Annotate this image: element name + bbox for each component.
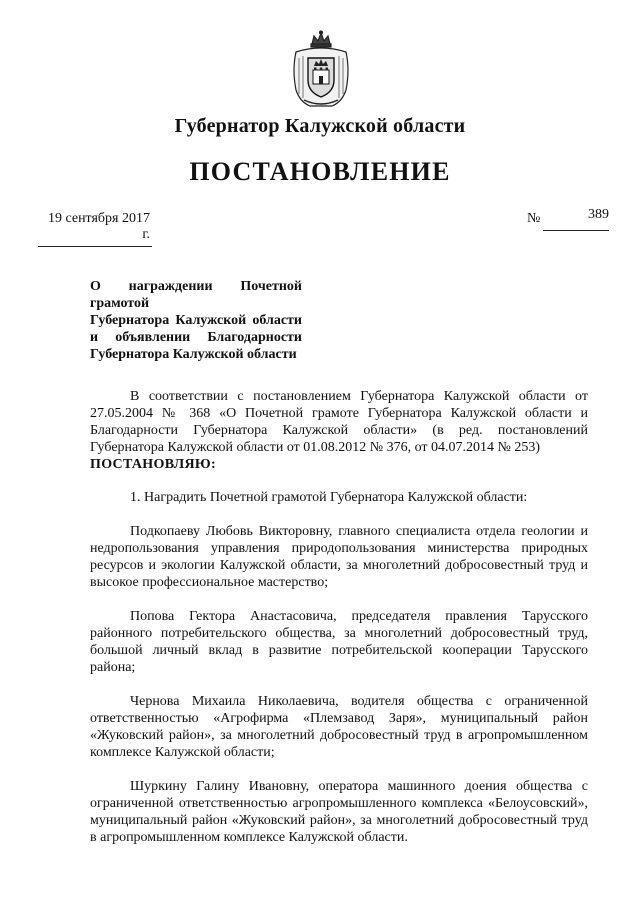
awardee-paragraph: Шуркину Галину Ивановну, оператора машинного доения общества с ограниченной ответственностью агропромышленного комплекса «Белоусовский», муниципальный район «Жуковский район», за многолетний добросовестный труд в агропромышленном комплексе Калужской области. [90,779,588,845]
preamble-paragraph: В соответствии с постановлением Губернатора Калужской области от 27.05.2004 № 368 «О Почетной грамоте Губернатора Калужской области и Благодарности Губернатора Калужской области» (в ред. постановлений Губернатора Калужской области от 01.08.2012 № 376, от 04.07.2014 № 253) [90,389,588,455]
awardee-paragraph: Подкопаеву Любовь Викторовну, главного специалиста отдела геологии и недропользования управления природопользования министерства природных ресурсов и экологии Калужской области, за многолетний добросовестный труд и высокое профессиональное мастерство; [90,524,588,590]
document-body [90,388,588,846]
item-heading: 1. Наградить Почетной грамотой Губернатора Калужской области: [130,490,528,505]
subject-line: О награждении Почетной грамотой [90,279,302,311]
decree-keyword: ПОСТАНОВЛЯЮ: [90,457,216,472]
awardee-paragraph: Чернова Михаила Николаевича, водителя общества с ограниченной ответственностью «Агрофирма «Племзавод Заря», муниципальный район «Жуковский район», за многолетний добросовестный труд в агропромышленном комплексе Калужской области; [90,694,588,760]
subject-line: Губернатора Калужской области [90,313,302,328]
number-sign: № [527,211,541,226]
issuing-authority: Губернатор Калужской области [174,115,466,137]
document-number: 389 [543,207,609,231]
coat-of-arms-emblem [290,30,352,110]
subject-line: Губернатора Калужской области [90,347,297,362]
subject-line: и объявлении Благодарности [90,330,302,345]
document-date: 19 сентября 2017 г. [38,211,152,247]
document-subject [90,278,302,363]
document-type-title: ПОСТАНОВЛЕНИЕ [189,157,451,186]
awardee-paragraph: Попова Гектора Анастасовича, председателя правления Тарусского районного потребительского общества, за многолетний добросовестный труд, большой личный вклад в развитие потребительской кооперации Тарусского района; [90,609,588,675]
